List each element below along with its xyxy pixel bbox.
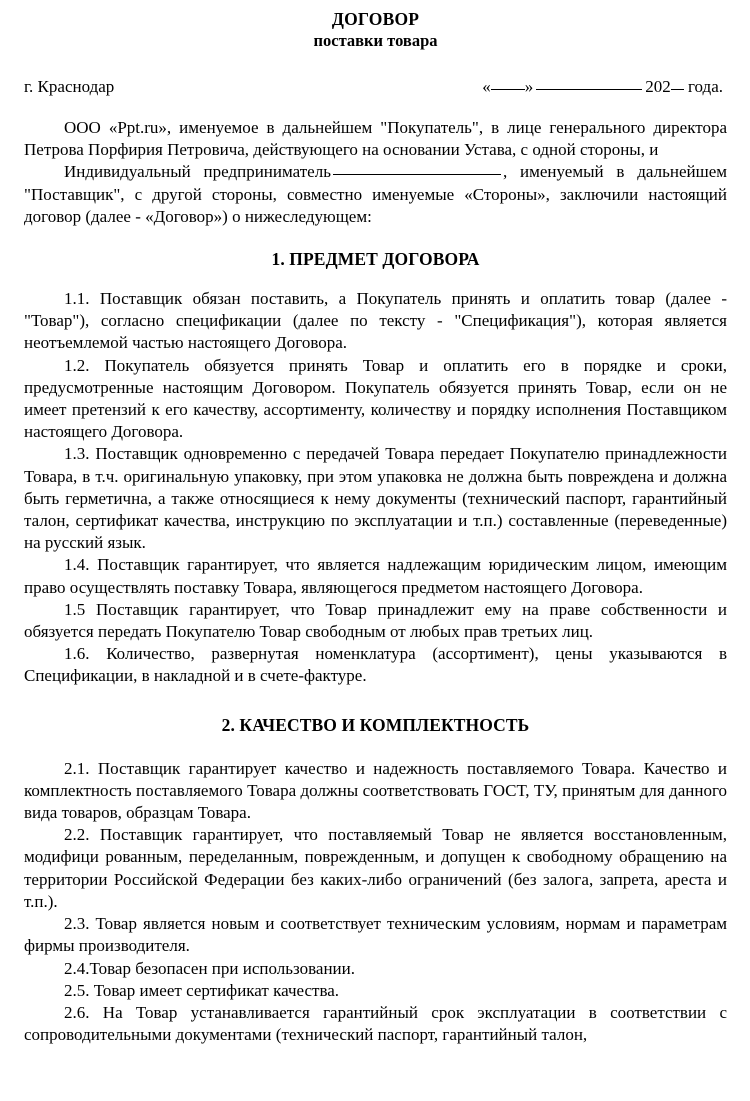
clause-1-5: 1.5 Поставщик гарантирует, что Товар принадлежит ему на праве собственности и обязуется передать Покупателю Товар свободным от любых прав третьих лиц.: [24, 599, 727, 642]
place-and-date-row: [24, 76, 727, 98]
document-title: ДОГОВОР: [331, 9, 420, 29]
document-subtitle: поставки товара: [313, 31, 438, 50]
clause-2-5: 2.5. Товар имеет сертификат качества.: [64, 980, 340, 1000]
date-year-blank[interactable]: [671, 89, 684, 90]
clause-1-2: 1.2. Покупатель обязуется принять Товар и оплатить его в порядке и сроки, предусмотренные настоящим Договором. Покупатель обязуется принять Товар, если он не имеет претензий к его качеству, ассортименту, количеству и порядку исполнения Поставщиком настоящего Договора.: [24, 355, 727, 442]
date-line: [482, 76, 727, 98]
clause-2-4: 2.4.Товар безопасен при использовании.: [64, 958, 355, 978]
clause-2-3: 2.3. Товар является новым и соответствует техническим условиям, нормам и параметрам фирмы производителя.: [24, 914, 727, 956]
date-year-value: 202: [645, 77, 671, 96]
city-label: г. Краснодар: [24, 77, 115, 96]
clause-2-2: 2.2. Поставщик гарантирует, что поставляемый Товар не является восстановленным, модифици рованным, переделанным, поврежденным, и допущен к свободному обращению на территории Российской Федерации без каких-либо ограничений (без залога, запрета, ареста и т.п.).: [24, 825, 727, 911]
intro-paragraph-supplier: [24, 161, 727, 228]
clause-1-4: 1.4. Поставщик гарантирует, что является надлежащим юридическим лицом, имеющим право осуществлять поставку Товара, являющегося предметом настоящего Договора.: [24, 555, 727, 597]
date-quote-close: »: [524, 77, 534, 96]
clause-2-1: 2.1. Поставщик гарантирует качество и надежность поставляемого Товара. Качество и комплектность поставляемого Товара должны соответствовать ГОСТ, ТУ, принятым для данного вида товаров, образцам Товара.: [24, 758, 727, 823]
clause-2-6: 2.6. На Товар устанавливается гарантийный срок эксплуатации в соответствии с сопроводительными документами (технический паспорт, гарантийный талон,: [24, 1002, 727, 1045]
intro-supplier-prefix: Индивидуальный предприниматель: [64, 162, 331, 182]
date-day-blank[interactable]: [491, 89, 525, 90]
supplier-name-blank[interactable]: [333, 174, 501, 175]
section-heading-1: 1. ПРЕДМЕТ ДОГОВОРА: [271, 249, 480, 270]
clause-1-6: 1.6. Количество, развернутая номенклатура (ассортимент), цены указываются в Спецификации, в накладной и в счете-фактуре.: [24, 644, 727, 686]
intro-supplier-suffix: , именуемый в дальнейшем "Поставщик", с другой стороны, совместно именуемые «Стороны», заключили настоящий договор (далее - «Договор») о нижеследующем:: [24, 162, 727, 226]
clause-1-1: 1.1. Поставщик обязан поставить, а Покупатель принять и оплатить товар (далее - "Товар"), согласно спецификации (далее по тексту - "Спецификация"), которая является неотъемлемой частью настоящего Договора.: [24, 289, 727, 353]
intro-paragraph-buyer: ООО «Ppt.ru», именуемое в дальнейшем "Покупатель", в лице генерального директора Петрова Порфирия Петровича, действующего на основании Устава, с одной стороны, и: [24, 118, 727, 160]
date-month-blank[interactable]: [536, 89, 642, 90]
clause-1-3: 1.3. Поставщик одновременно с передачей Товара передает Покупателю принадлежности Товара, в т.ч. оригинальную упаковку, при этом упаковка не должна быть повреждена и должна быть герметична, а также относящиеся к нему документы (технический паспорт, гарантийный талон, сертификат качества, инструкцию по эксплуатации и т.п.) составленные (переведенные) на русский язык.: [24, 444, 727, 553]
section-heading-2: 2. КАЧЕСТВО И КОМПЛЕКТНОСТЬ: [221, 714, 530, 735]
date-year-suffix: года.: [683, 77, 723, 96]
date-quote-open: «: [482, 77, 491, 96]
